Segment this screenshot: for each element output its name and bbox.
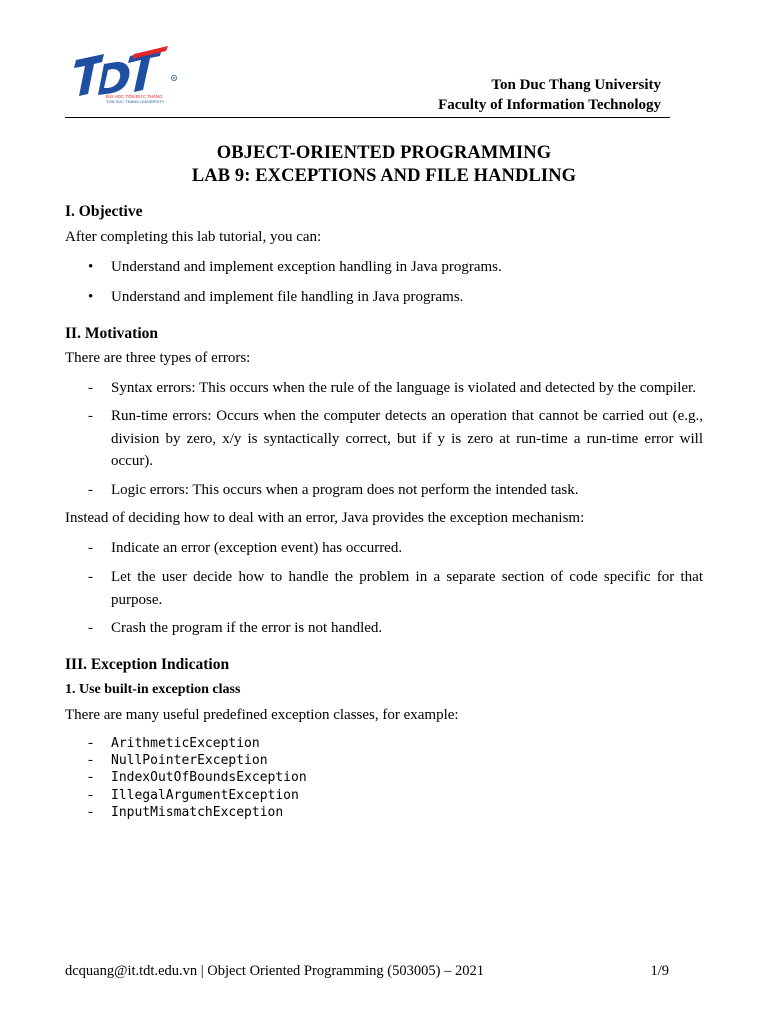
exception-class-name: NullPointerException xyxy=(111,753,268,768)
dash-marker: - xyxy=(88,380,93,396)
exception-class-name: IllegalArgumentException xyxy=(111,788,299,803)
university-name: Ton Duc Thang University xyxy=(491,77,661,93)
bullet-icon: • xyxy=(88,259,94,275)
course-title: OBJECT-ORIENTED PROGRAMMING xyxy=(216,143,552,163)
dash-marker: - xyxy=(88,769,93,785)
footer-text: dcquang@it.tdt.edu.vn | Object Oriented Programming (503005) – 2021 xyxy=(65,963,484,979)
exception-class-name: InputMismatchException xyxy=(111,805,284,820)
dash-marker: - xyxy=(88,569,93,585)
mechanism-intro: Instead of deciding how to deal with an error, Java provides the exception mechanism: xyxy=(65,510,585,526)
dash-marker: - xyxy=(88,804,93,820)
dash-marker: - xyxy=(88,408,93,424)
institution-block xyxy=(438,75,661,115)
header-divider xyxy=(65,117,670,118)
mechanism-text: Let the user decide how to handle the problem in a separate section of code specific for that purpose. xyxy=(111,569,703,608)
subsection-heading-builtin: 1. Use built-in exception class xyxy=(65,682,241,697)
mechanism-item xyxy=(88,537,703,560)
dash-marker: - xyxy=(88,482,93,498)
exception-class-name: IndexOutOfBoundsException xyxy=(111,770,307,785)
section-heading-objective: I. Objective xyxy=(65,203,143,220)
error-type-text: Syntax errors: This occurs when the rule of the language is violated and detected by the compiler. xyxy=(111,380,696,396)
error-type-text: Run-time errors: Occurs when the computer detects an operation that cannot be carried out (e.g., division by zero, x/y is syntactically correct, but if y is zero at run-time a run-time error will occur). xyxy=(111,408,703,469)
dash-marker: - xyxy=(88,787,93,803)
registered-mark-icon: R xyxy=(172,76,176,81)
logo-subtext-vi: ĐẠI HỌC TÔN ĐỨC THẮNG xyxy=(106,94,163,99)
mechanism-item xyxy=(88,617,703,640)
objective-bullet-text: Understand and implement exception handling in Java programs. xyxy=(111,259,502,275)
faculty-name: Faculty of Information Technology xyxy=(438,97,661,113)
section-heading-exception-indication: III. Exception Indication xyxy=(65,656,230,673)
dash-marker: - xyxy=(88,540,93,556)
dash-marker: - xyxy=(88,620,93,636)
bullet-icon: • xyxy=(88,289,94,305)
error-type-item xyxy=(88,479,703,502)
error-type-item xyxy=(88,405,703,473)
tdt-university-logo xyxy=(70,46,192,104)
lab-title: LAB 9: EXCEPTIONS AND FILE HANDLING xyxy=(191,166,577,186)
logo-subtext-en: TON DUC THANG UNIVERSITY xyxy=(106,99,165,104)
mechanism-item xyxy=(88,566,703,611)
error-type-item xyxy=(88,377,703,400)
builtin-intro: There are many useful predefined exception classes, for example: xyxy=(65,707,459,723)
error-type-text: Logic errors: This occurs when a program does not perform the intended task. xyxy=(111,482,579,498)
dash-marker: - xyxy=(88,752,93,768)
objective-bullet-text: Understand and implement file handling in Java programs. xyxy=(111,289,464,305)
exception-class-name: ArithmeticException xyxy=(111,736,260,751)
objective-intro: After completing this lab tutorial, you can: xyxy=(65,229,322,245)
mechanism-text: Indicate an error (exception event) has occurred. xyxy=(111,540,403,556)
mechanism-text: Crash the program if the error is not handled. xyxy=(111,620,383,636)
dash-marker: - xyxy=(88,735,93,751)
motivation-intro: There are three types of errors: xyxy=(65,350,251,366)
section-heading-motivation: II. Motivation xyxy=(65,325,158,342)
page-number: 1/9 xyxy=(650,963,669,979)
